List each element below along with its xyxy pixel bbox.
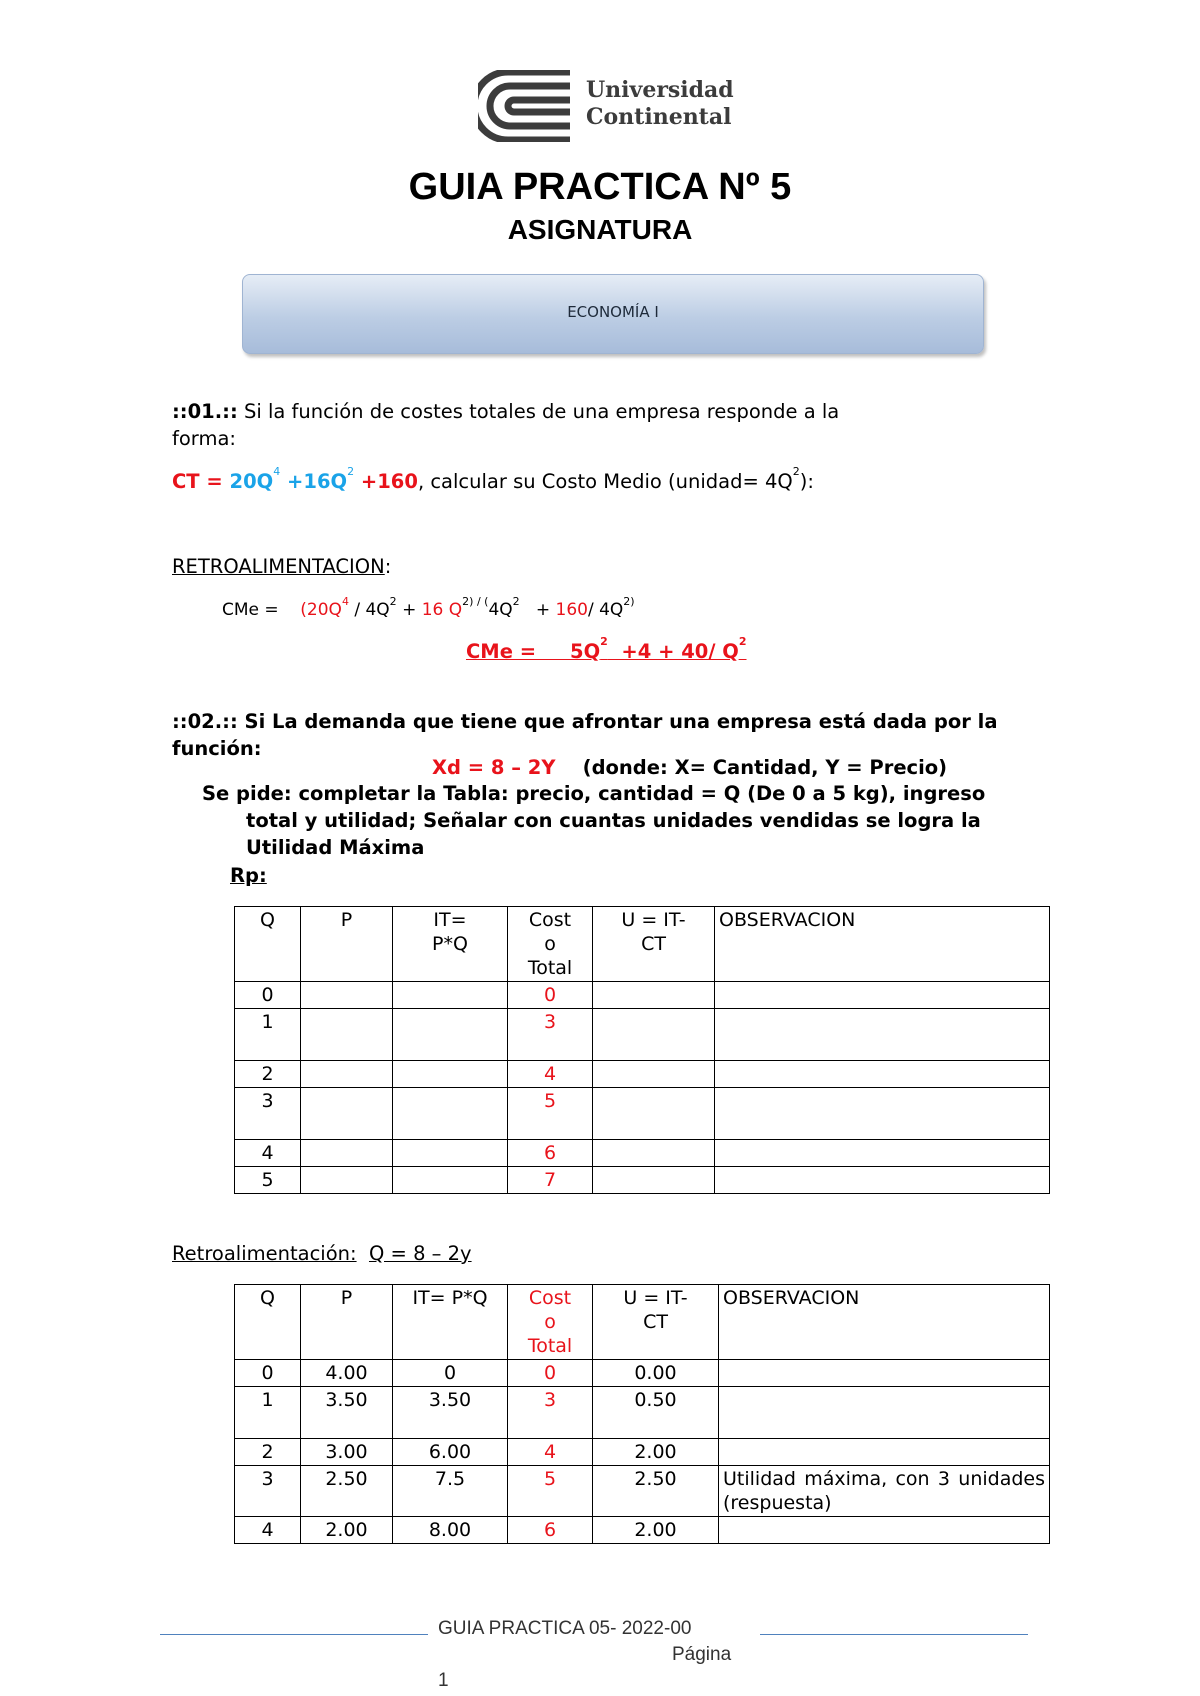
logo-line-2: Continental: [586, 104, 732, 130]
footer-page-label: Página: [672, 1644, 732, 1665]
cell-it: 0: [393, 1360, 508, 1387]
cell-p: 3.00: [301, 1439, 393, 1466]
header-p: P: [301, 1285, 393, 1360]
cell-it[interactable]: [393, 1140, 508, 1167]
cell-obs[interactable]: [715, 1140, 1050, 1167]
cell-obs[interactable]: [715, 982, 1050, 1009]
subject-banner: [242, 274, 984, 354]
cme-h-exp: 2): [623, 595, 635, 608]
cell-u[interactable]: [593, 1140, 715, 1167]
cell-p: 4.00: [301, 1360, 393, 1387]
cme-e: 4Q: [488, 600, 513, 620]
cme-result-b: +4 + 40/ Q: [607, 640, 739, 663]
cell-u[interactable]: [593, 1167, 715, 1194]
table-row: [235, 1517, 1050, 1544]
cme-result: [466, 635, 747, 665]
cme-c: +: [396, 600, 422, 620]
table-row: [235, 1360, 1050, 1387]
question-1-label: ::01.::: [172, 400, 238, 423]
cell-obs[interactable]: [715, 1088, 1050, 1140]
formula-term-2: +16Q: [280, 470, 348, 493]
table-row: [235, 982, 1050, 1009]
cme-h: / 4Q: [587, 600, 624, 620]
cell-p[interactable]: [301, 1140, 393, 1167]
cell-u[interactable]: [593, 1088, 715, 1140]
demand-equation: [432, 754, 947, 781]
cell-p[interactable]: [301, 1167, 393, 1194]
demand-equation-formula: Xd = 8 – 2Y: [432, 756, 556, 779]
cell-p[interactable]: [301, 982, 393, 1009]
cell-u[interactable]: [593, 1061, 715, 1088]
cell-obs: [719, 1360, 1050, 1387]
cell-obs: [719, 1387, 1050, 1439]
cell-it: 7.5: [393, 1466, 508, 1517]
formula-end: ):: [799, 470, 814, 493]
question-1-text: Si la función de costes totales de una empresa responde a la: [237, 400, 840, 423]
cme-a: (20Q: [300, 600, 342, 620]
cme-d-exp: 2) / (: [462, 595, 489, 608]
cell-q: 2: [235, 1061, 301, 1088]
cme-f: +: [519, 600, 556, 620]
feedback-2-heading: [172, 1240, 472, 1267]
cell-u[interactable]: [593, 1009, 715, 1061]
table-row: [235, 1009, 1050, 1061]
cell-it[interactable]: [393, 982, 508, 1009]
cell-ct: 4: [508, 1439, 593, 1466]
task-line-2: total y utilidad; Señalar con cuantas unidades vendidas se logra la: [246, 809, 981, 832]
table-row: [235, 1439, 1050, 1466]
cell-p: 2.00: [301, 1517, 393, 1544]
footer-rule-left: [160, 1634, 428, 1635]
task-line-1: Se pide: completar la Tabla: precio, cantidad = Q (De 0 a 5 kg), ingreso: [202, 782, 986, 805]
cme-b-exp: 2: [389, 595, 397, 608]
cell-obs: [719, 1439, 1050, 1466]
formula-term-2-exp: 2: [347, 465, 355, 478]
table-row: [235, 1387, 1050, 1439]
cell-u[interactable]: [593, 982, 715, 1009]
cme-result-a: CMe = 5Q: [466, 640, 601, 663]
question-1: [172, 398, 839, 452]
table-row: [235, 1061, 1050, 1088]
header-q: Q: [235, 1285, 301, 1360]
cell-q: 3: [235, 1088, 301, 1140]
cell-obs: Utilidad máxima, con 3 unidades (respuesta): [719, 1466, 1050, 1517]
cell-p[interactable]: [301, 1088, 393, 1140]
answer-table: [234, 1284, 1050, 1544]
cell-p[interactable]: [301, 1009, 393, 1061]
cell-ct: 5: [508, 1466, 593, 1517]
cell-obs[interactable]: [715, 1009, 1050, 1061]
cell-obs: [719, 1517, 1050, 1544]
header-it: IT= P*Q: [393, 1285, 508, 1360]
formula-term-1: 20Q: [229, 470, 274, 493]
question-1-text-2: forma:: [172, 427, 236, 450]
cell-q: 4: [235, 1140, 301, 1167]
header-observacion: OBSERVACION: [715, 907, 1050, 982]
feedback-1-colon: :: [384, 555, 392, 578]
cell-p: 3.50: [301, 1387, 393, 1439]
header-cost: Cost o Total: [508, 1285, 593, 1360]
feedback-2-formula: Q = 8 – 2y: [368, 1242, 472, 1265]
cme-e-exp: 2: [512, 595, 520, 608]
formula-term-3: +160: [354, 470, 418, 493]
cell-u: 2.00: [593, 1517, 719, 1544]
question-2-label: ::02.::: [172, 710, 238, 733]
cell-it[interactable]: [393, 1061, 508, 1088]
cell-ct: 3: [508, 1009, 593, 1061]
cme-result-exp-1: 2: [600, 635, 608, 648]
table-row: [235, 1466, 1050, 1517]
formula-term-1-exp: 4: [273, 465, 281, 478]
header-u: U = IT- CT: [593, 907, 715, 982]
cell-ct: 0: [508, 982, 593, 1009]
cell-it: 6.00: [393, 1439, 508, 1466]
feedback-1-heading: [172, 553, 391, 580]
formula-rest: , calcular su Costo Medio (unidad= 4Q: [417, 470, 793, 493]
header-it: IT= P*Q: [393, 907, 508, 982]
cme-d: 16 Q: [421, 600, 463, 620]
cell-ct: 5: [508, 1088, 593, 1140]
header-u: U = IT- CT: [593, 1285, 719, 1360]
university-name: [586, 77, 734, 131]
cell-p: 2.50: [301, 1466, 393, 1517]
formula-ct: CT =: [172, 470, 230, 493]
cell-ct: 4: [508, 1061, 593, 1088]
footer-page-number: 1: [438, 1670, 449, 1691]
formula-rest-exp: 2: [792, 465, 800, 478]
footer-rule-right: [760, 1634, 1028, 1635]
cell-ct: 3: [508, 1387, 593, 1439]
task-line-3: Utilidad Máxima: [246, 836, 425, 859]
subject-name: ECONOMÍA I: [567, 303, 659, 321]
cell-ct: 6: [508, 1140, 593, 1167]
header-cost: Cost o Total: [508, 907, 593, 982]
header-q: Q: [235, 907, 301, 982]
answer-label: Rp:: [230, 864, 267, 887]
cell-q: 3: [235, 1466, 301, 1517]
cell-it[interactable]: [393, 1009, 508, 1061]
header-p: P: [301, 907, 393, 982]
cell-q: 5: [235, 1167, 301, 1194]
exercise-table: [234, 906, 1050, 1194]
logo-line-1: Universidad: [586, 77, 734, 103]
cell-q: 0: [235, 1360, 301, 1387]
question-2-text: Si La demanda que tiene que afrontar una empresa está dada por la: [237, 710, 998, 733]
cell-it: 8.00: [393, 1517, 508, 1544]
cell-q: 0: [235, 982, 301, 1009]
cell-it: 3.50: [393, 1387, 508, 1439]
cell-ct: 0: [508, 1360, 593, 1387]
cell-p[interactable]: [301, 1061, 393, 1088]
table-header-row: [235, 907, 1050, 982]
question-2-text-2: función:: [172, 737, 262, 760]
cell-u: 2.00: [593, 1439, 719, 1466]
cell-ct: 6: [508, 1517, 593, 1544]
cell-it[interactable]: [393, 1167, 508, 1194]
cme-expression: [222, 595, 635, 622]
demand-equation-note: (donde: X= Cantidad, Y = Precio): [582, 756, 948, 779]
cell-u: 0.00: [593, 1360, 719, 1387]
cell-ct: 7: [508, 1167, 593, 1194]
university-logo-icon: [478, 70, 570, 142]
table-row: [235, 1088, 1050, 1140]
table-row: [235, 1140, 1050, 1167]
cell-q: 1: [235, 1387, 301, 1439]
cell-obs[interactable]: [715, 1061, 1050, 1088]
header-observacion: OBSERVACION: [719, 1285, 1050, 1360]
cell-q: 4: [235, 1517, 301, 1544]
cme-b: / 4Q: [348, 600, 390, 620]
feedback-2-label: Retroalimentación:: [172, 1242, 357, 1265]
cell-obs[interactable]: [715, 1167, 1050, 1194]
cme-a-exp: 4: [341, 595, 349, 608]
cell-q: 2: [235, 1439, 301, 1466]
page-title: GUIA PRACTICA Nº 5: [408, 166, 792, 208]
question-2-task: [202, 780, 985, 861]
cell-u: 2.50: [593, 1466, 719, 1517]
cme-g: 160: [555, 600, 588, 620]
cme-label: CMe =: [222, 600, 279, 620]
page-subtitle: ASIGNATURA: [507, 214, 693, 245]
cell-u: 0.50: [593, 1387, 719, 1439]
cme-result-exp-2: 2: [738, 635, 747, 648]
feedback-1-label: RETROALIMENTACION: [172, 555, 385, 578]
cell-q: 1: [235, 1009, 301, 1061]
table-row: [235, 1167, 1050, 1194]
question-1-formula: [172, 465, 814, 495]
table-header-row: [235, 1285, 1050, 1360]
cell-it[interactable]: [393, 1088, 508, 1140]
footer-text: GUIA PRACTICA 05- 2022-00: [438, 1618, 692, 1639]
